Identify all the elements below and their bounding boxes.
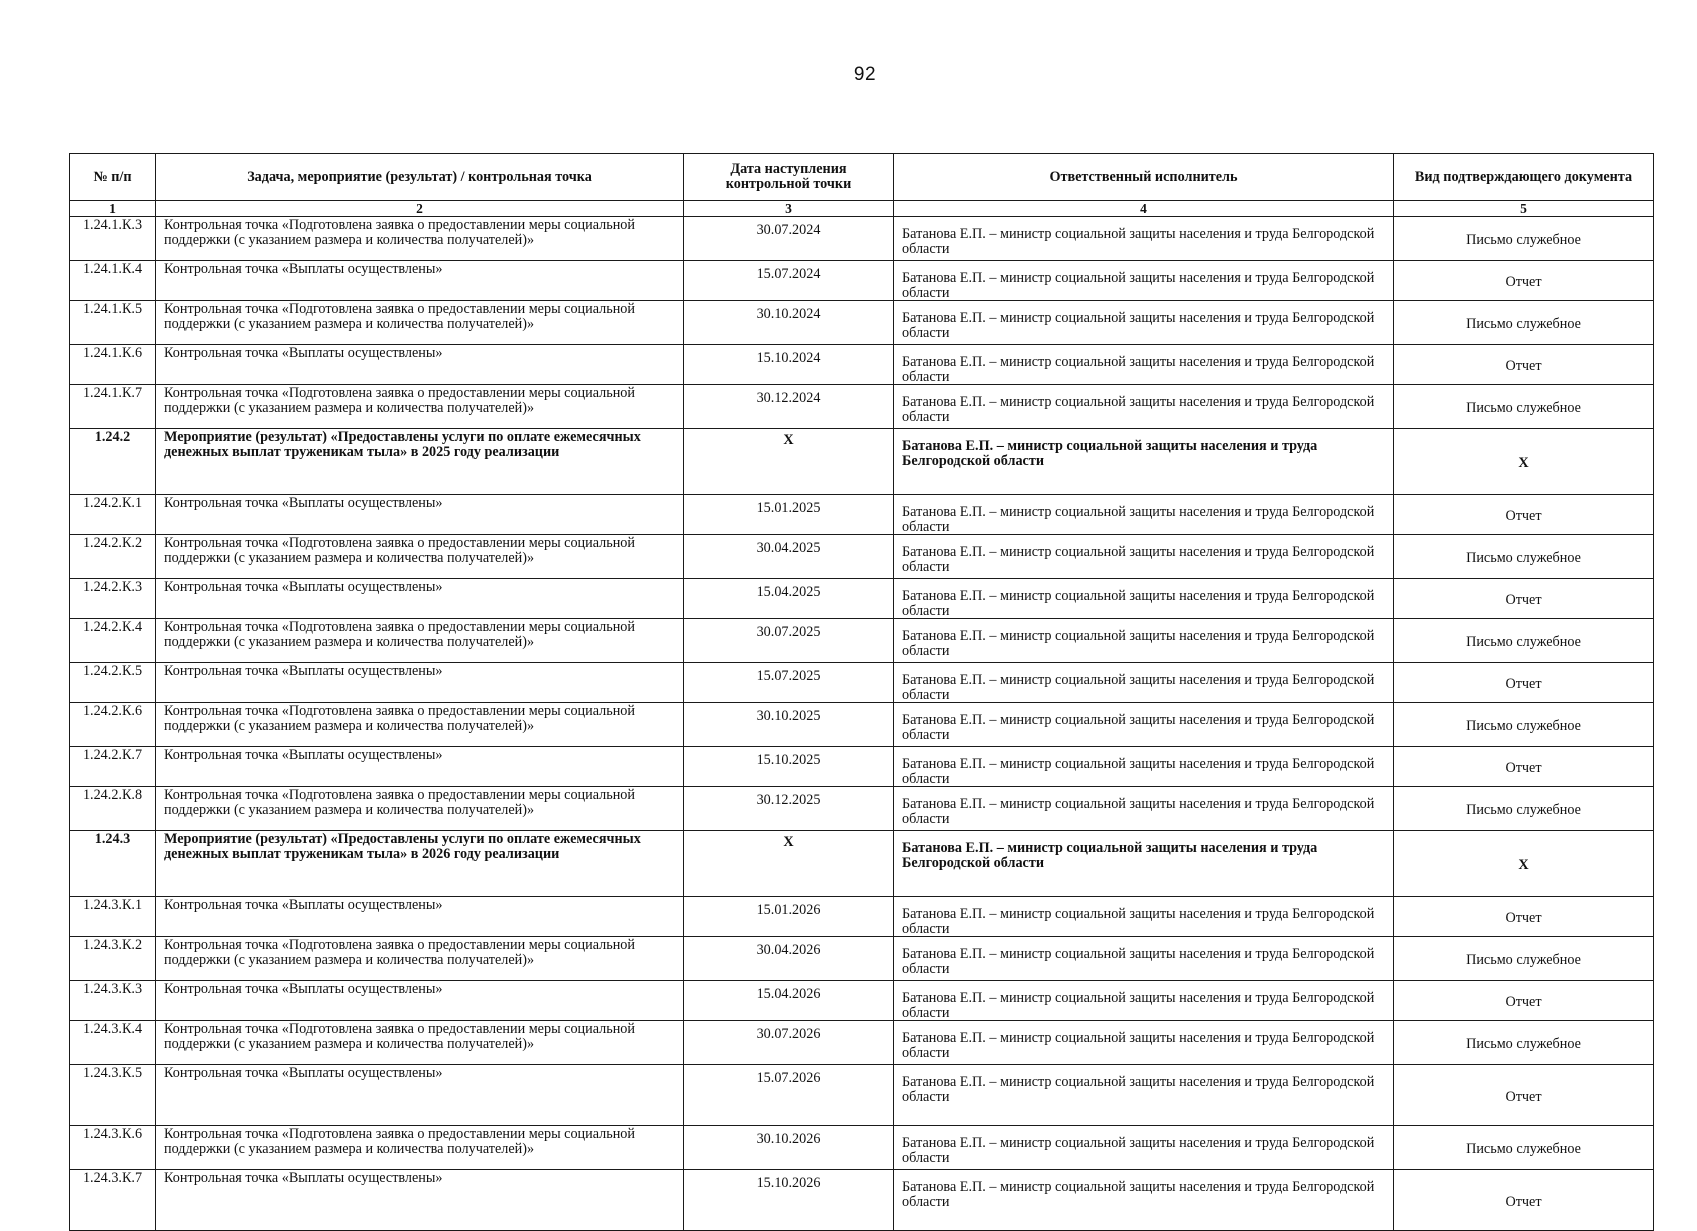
row-responsible: Батанова Е.П. – министр социальной защиты населения и труда Белгородской области — [894, 981, 1394, 1021]
row-task: Контрольная точка «Выплаты осуществлены» — [156, 1065, 684, 1126]
row-date: 15.04.2025 — [684, 579, 894, 619]
table-row — [70, 787, 1654, 831]
row-number: 1.24.1.К.4 — [70, 261, 156, 301]
row-number: 1.24.3.К.5 — [70, 1065, 156, 1126]
row-task: Мероприятие (результат) «Предоставлены услуги по оплате ежемесячных денежных выплат труженикам тыла» в 2026 году реализации — [156, 831, 684, 897]
table-row — [70, 345, 1654, 385]
row-number: 1.24.1.К.5 — [70, 301, 156, 345]
table-row — [70, 703, 1654, 747]
row-responsible: Батанова Е.П. – министр социальной защиты населения и труда Белгородской области — [894, 897, 1394, 937]
column-number: 2 — [156, 201, 684, 217]
row-doc-type: Письмо служебное — [1394, 217, 1654, 261]
row-doc-type: Отчет — [1394, 261, 1654, 301]
row-task: Контрольная точка «Выплаты осуществлены» — [156, 981, 684, 1021]
row-doc-type: Письмо служебное — [1394, 385, 1654, 429]
row-responsible: Батанова Е.П. – министр социальной защиты населения и труда Белгородской области — [894, 1065, 1394, 1126]
row-date: 15.07.2025 — [684, 663, 894, 703]
row-number: 1.24.2.К.1 — [70, 495, 156, 535]
row-responsible: Батанова Е.П. – министр социальной защиты населения и труда Белгородской области — [894, 217, 1394, 261]
row-number: 1.24.2.К.5 — [70, 663, 156, 703]
row-task: Контрольная точка «Подготовлена заявка о предоставлении меры социальной поддержки (с указанием размера и количества получателей)» — [156, 535, 684, 579]
row-responsible: Батанова Е.П. – министр социальной защиты населения и труда Белгородской области — [894, 261, 1394, 301]
row-task: Контрольная точка «Подготовлена заявка о предоставлении меры социальной поддержки (с указанием размера и количества получателей)» — [156, 787, 684, 831]
row-responsible: Батанова Е.П. – министр социальной защиты населения и труда Белгородской области — [894, 579, 1394, 619]
row-date: Х — [684, 429, 894, 495]
column-number: 5 — [1394, 201, 1654, 217]
row-date: 15.01.2026 — [684, 897, 894, 937]
row-date: 30.07.2024 — [684, 217, 894, 261]
table-header-row — [70, 154, 1654, 201]
row-doc-type: Письмо служебное — [1394, 619, 1654, 663]
row-task: Контрольная точка «Выплаты осуществлены» — [156, 897, 684, 937]
row-task: Контрольная точка «Подготовлена заявка о предоставлении меры социальной поддержки (с указанием размера и количества получателей)» — [156, 619, 684, 663]
row-number: 1.24.2.К.6 — [70, 703, 156, 747]
table-row — [70, 579, 1654, 619]
table-row — [70, 429, 1654, 495]
row-doc-type: Письмо служебное — [1394, 787, 1654, 831]
row-responsible: Батанова Е.П. – министр социальной защиты населения и труда Белгородской области — [894, 1021, 1394, 1065]
row-date: 30.12.2025 — [684, 787, 894, 831]
row-doc-type: Х — [1394, 831, 1654, 897]
row-responsible: Батанова Е.П. – министр социальной защиты населения и труда Белгородской области — [894, 831, 1394, 897]
row-doc-type: Отчет — [1394, 345, 1654, 385]
row-date: 15.07.2026 — [684, 1065, 894, 1126]
row-number: 1.24.1.К.6 — [70, 345, 156, 385]
row-doc-type: Письмо служебное — [1394, 1126, 1654, 1170]
row-number: 1.24.3.К.3 — [70, 981, 156, 1021]
row-number: 1.24.2.К.8 — [70, 787, 156, 831]
row-doc-type: Отчет — [1394, 1065, 1654, 1126]
row-task: Контрольная точка «Подготовлена заявка о предоставлении меры социальной поддержки (с указанием размера и количества получателей)» — [156, 937, 684, 981]
table-row — [70, 301, 1654, 345]
row-task: Контрольная точка «Подготовлена заявка о предоставлении меры социальной поддержки (с указанием размера и количества получателей)» — [156, 1021, 684, 1065]
row-doc-type: Отчет — [1394, 897, 1654, 937]
row-number: 1.24.1.К.3 — [70, 217, 156, 261]
row-number: 1.24.2.К.2 — [70, 535, 156, 579]
row-date: 30.04.2025 — [684, 535, 894, 579]
row-date: 30.07.2025 — [684, 619, 894, 663]
table-row — [70, 619, 1654, 663]
row-responsible: Батанова Е.П. – министр социальной защиты населения и труда Белгородской области — [894, 345, 1394, 385]
table-row — [70, 831, 1654, 897]
row-responsible: Батанова Е.П. – министр социальной защиты населения и труда Белгородской области — [894, 301, 1394, 345]
column-number: 3 — [684, 201, 894, 217]
row-task: Контрольная точка «Подготовлена заявка о предоставлении меры социальной поддержки (с указанием размера и количества получателей)» — [156, 703, 684, 747]
row-date: 15.01.2025 — [684, 495, 894, 535]
table-body — [70, 217, 1654, 1231]
row-number: 1.24.3.К.1 — [70, 897, 156, 937]
row-number: 1.24.3.К.4 — [70, 1021, 156, 1065]
row-responsible: Батанова Е.П. – министр социальной защиты населения и труда Белгородской области — [894, 535, 1394, 579]
row-responsible: Батанова Е.П. – министр социальной защиты населения и труда Белгородской области — [894, 495, 1394, 535]
row-task: Контрольная точка «Подготовлена заявка о предоставлении меры социальной поддержки (с указанием размера и количества получателей)» — [156, 217, 684, 261]
column-number: 1 — [70, 201, 156, 217]
column-number-row — [70, 201, 1654, 217]
row-date: 30.07.2026 — [684, 1021, 894, 1065]
row-doc-type: Письмо служебное — [1394, 703, 1654, 747]
row-date: 30.04.2026 — [684, 937, 894, 981]
row-doc-type: Письмо служебное — [1394, 535, 1654, 579]
table-row — [70, 261, 1654, 301]
row-task: Контрольная точка «Подготовлена заявка о предоставлении меры социальной поддержки (с указанием размера и количества получателей)» — [156, 1126, 684, 1170]
row-doc-type: Отчет — [1394, 579, 1654, 619]
row-task: Контрольная точка «Подготовлена заявка о предоставлении меры социальной поддержки (с указанием размера и количества получателей)» — [156, 301, 684, 345]
table-row — [70, 897, 1654, 937]
row-doc-type: Х — [1394, 429, 1654, 495]
row-responsible: Батанова Е.П. – министр социальной защиты населения и труда Белгородской области — [894, 747, 1394, 787]
table-row — [70, 1021, 1654, 1065]
table-row — [70, 385, 1654, 429]
row-doc-type: Письмо служебное — [1394, 937, 1654, 981]
page-number: 92 — [853, 64, 877, 85]
table-row — [70, 1126, 1654, 1170]
header-doc-type: Вид подтверждающего документа — [1394, 154, 1654, 201]
column-number: 4 — [894, 201, 1394, 217]
row-date: 30.10.2024 — [684, 301, 894, 345]
row-date: 15.04.2026 — [684, 981, 894, 1021]
row-responsible: Батанова Е.П. – министр социальной защиты населения и труда Белгородской области — [894, 1126, 1394, 1170]
table-row — [70, 747, 1654, 787]
control-points-table — [69, 153, 1654, 1231]
table-row — [70, 663, 1654, 703]
header-task: Задача, мероприятие (результат) / контрольная точка — [156, 154, 684, 201]
row-date: 15.10.2026 — [684, 1170, 894, 1231]
header-responsible: Ответственный исполнитель — [894, 154, 1394, 201]
row-number: 1.24.1.К.7 — [70, 385, 156, 429]
row-doc-type: Отчет — [1394, 1170, 1654, 1231]
header-date: Дата наступления контрольной точки — [684, 154, 894, 201]
row-number: 1.24.2.К.4 — [70, 619, 156, 663]
row-responsible: Батанова Е.П. – министр социальной защиты населения и труда Белгородской области — [894, 937, 1394, 981]
row-task: Контрольная точка «Подготовлена заявка о предоставлении меры социальной поддержки (с указанием размера и количества получателей)» — [156, 385, 684, 429]
row-task: Контрольная точка «Выплаты осуществлены» — [156, 663, 684, 703]
table-row — [70, 495, 1654, 535]
row-date: 30.10.2025 — [684, 703, 894, 747]
row-task: Мероприятие (результат) «Предоставлены услуги по оплате ежемесячных денежных выплат труженикам тыла» в 2025 году реализации — [156, 429, 684, 495]
row-date: 30.12.2024 — [684, 385, 894, 429]
row-date: 15.07.2024 — [684, 261, 894, 301]
row-doc-type: Отчет — [1394, 981, 1654, 1021]
row-task: Контрольная точка «Выплаты осуществлены» — [156, 495, 684, 535]
table-row — [70, 217, 1654, 261]
row-number: 1.24.2.К.7 — [70, 747, 156, 787]
row-doc-type: Письмо служебное — [1394, 301, 1654, 345]
row-task: Контрольная точка «Выплаты осуществлены» — [156, 579, 684, 619]
row-date: 15.10.2024 — [684, 345, 894, 385]
row-task: Контрольная точка «Выплаты осуществлены» — [156, 1170, 684, 1231]
row-doc-type: Отчет — [1394, 495, 1654, 535]
table-row — [70, 1065, 1654, 1126]
table-row — [70, 981, 1654, 1021]
row-number: 1.24.3.К.6 — [70, 1126, 156, 1170]
row-task: Контрольная точка «Выплаты осуществлены» — [156, 345, 684, 385]
row-doc-type: Письмо служебное — [1394, 1021, 1654, 1065]
row-date: Х — [684, 831, 894, 897]
row-responsible: Батанова Е.П. – министр социальной защиты населения и труда Белгородской области — [894, 663, 1394, 703]
row-responsible: Батанова Е.П. – министр социальной защиты населения и труда Белгородской области — [894, 619, 1394, 663]
row-responsible: Батанова Е.П. – министр социальной защиты населения и труда Белгородской области — [894, 429, 1394, 495]
row-date: 30.10.2026 — [684, 1126, 894, 1170]
row-number: 1.24.2 — [70, 429, 156, 495]
row-number: 1.24.3.К.7 — [70, 1170, 156, 1231]
row-responsible: Батанова Е.П. – министр социальной защиты населения и труда Белгородской области — [894, 703, 1394, 747]
row-task: Контрольная точка «Выплаты осуществлены» — [156, 261, 684, 301]
row-responsible: Батанова Е.П. – министр социальной защиты населения и труда Белгородской области — [894, 787, 1394, 831]
row-task: Контрольная точка «Выплаты осуществлены» — [156, 747, 684, 787]
table-row — [70, 937, 1654, 981]
row-doc-type: Отчет — [1394, 747, 1654, 787]
row-doc-type: Отчет — [1394, 663, 1654, 703]
table-row — [70, 1170, 1654, 1231]
table-row — [70, 535, 1654, 579]
row-number: 1.24.3 — [70, 831, 156, 897]
row-date: 15.10.2025 — [684, 747, 894, 787]
row-responsible: Батанова Е.П. – министр социальной защиты населения и труда Белгородской области — [894, 385, 1394, 429]
row-number: 1.24.3.К.2 — [70, 937, 156, 981]
row-number: 1.24.2.К.3 — [70, 579, 156, 619]
header-no: № п/п — [70, 154, 156, 201]
row-responsible: Батанова Е.П. – министр социальной защиты населения и труда Белгородской области — [894, 1170, 1394, 1231]
